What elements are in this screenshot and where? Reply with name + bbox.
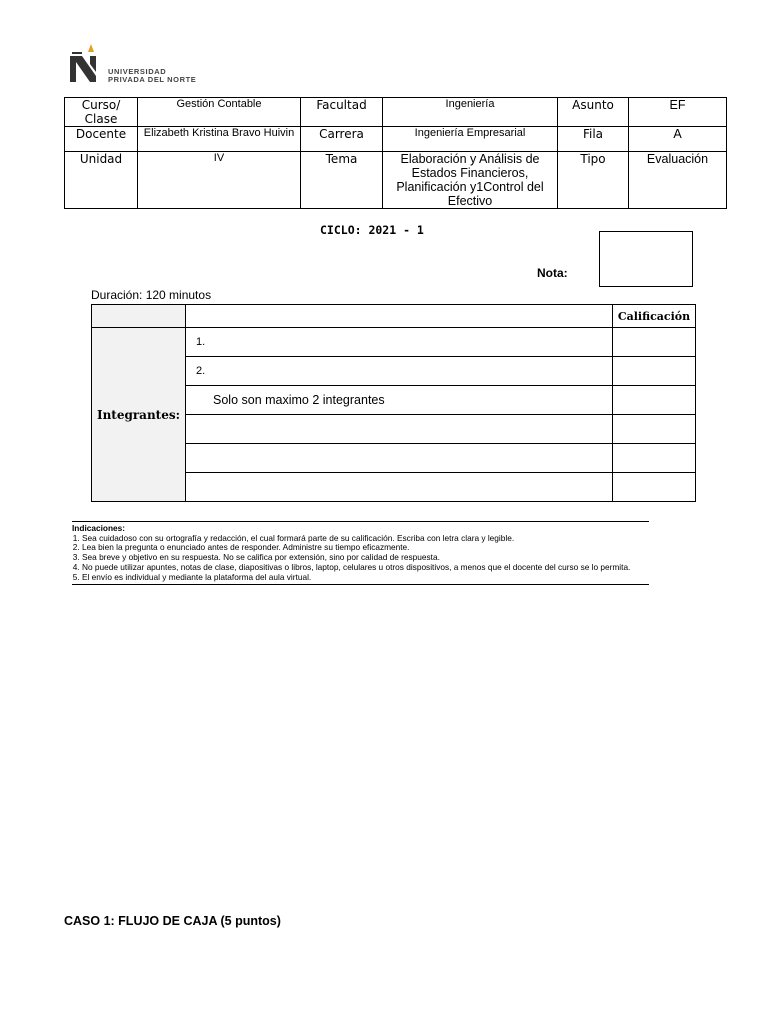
unidad-value: IV	[138, 152, 301, 209]
unidad-label: Unidad	[65, 152, 138, 209]
indicaciones-title: Indicaciones:	[72, 523, 126, 533]
calificacion-cell-3[interactable]	[613, 386, 696, 415]
logo-line-2: PRIVADA DEL NORTE	[108, 75, 197, 84]
integrantes-table	[91, 304, 696, 502]
indicacion-item: 5. El envío es individual y mediante la plataforma del aula virtual.	[82, 573, 649, 583]
indicacion-item: 3. Sea breve y objetivo en su respuesta. No se califica por extensión, sino por calidad de respuesta.	[82, 553, 649, 563]
curso-label: Curso/ Clase	[65, 98, 138, 127]
integrante-row-2[interactable]: 2.	[186, 357, 613, 386]
nota-label: Nota:	[537, 266, 568, 280]
integrante-row-1[interactable]: 1.	[186, 328, 613, 357]
tema-label: Tema	[301, 152, 383, 209]
facultad-label: Facultad	[301, 98, 383, 127]
tema-value: Elaboración y Análisis de Estados Financieros, Planificación y1Control del Efectivo	[383, 152, 558, 209]
fila-label: Fila	[558, 127, 629, 152]
header-blank-cell	[186, 305, 613, 328]
asunto-label: Asunto	[558, 98, 629, 127]
integrante-row-4[interactable]	[186, 415, 613, 444]
fila-value: A	[629, 127, 727, 152]
integrante-row-5[interactable]	[186, 444, 613, 473]
facultad-value: Ingeniería	[383, 98, 558, 127]
indicaciones-section	[72, 521, 649, 585]
nota-box[interactable]	[599, 231, 693, 287]
duracion-text: Duración: 120 minutos	[91, 288, 212, 302]
calificacion-cell-1[interactable]	[613, 328, 696, 357]
university-logo	[68, 42, 218, 86]
header-empty-cell	[92, 305, 186, 328]
calificacion-cell-6[interactable]	[613, 473, 696, 502]
tipo-value: Evaluación	[629, 152, 727, 209]
logo-line-1: UNIVERSIDAD	[108, 67, 167, 76]
carrera-label: Carrera	[301, 127, 383, 152]
caso-1-title: CASO 1: FLUJO DE CAJA (5 puntos)	[64, 914, 281, 928]
calificacion-cell-2[interactable]	[613, 357, 696, 386]
docente-label: Docente	[65, 127, 138, 152]
indicacion-item: 4. No puede utilizar apuntes, notas de clase, diapositivas o libros, laptop, celulares u otros dispositivos, a menos que el docente del curso se lo permita.	[82, 563, 649, 573]
integrantes-label: Integrantes:	[92, 328, 186, 502]
asunto-value: EF	[629, 98, 727, 127]
indicacion-item: 2. Lea bien la pregunta o enunciado antes de responder. Administre su tiempo eficazmente.	[82, 543, 649, 553]
course-info-table	[64, 97, 727, 209]
calificacion-cell-4[interactable]	[613, 415, 696, 444]
calificacion-cell-5[interactable]	[613, 444, 696, 473]
docente-value: Elizabeth Kristina Bravo Huivin	[138, 127, 301, 152]
tipo-label: Tipo	[558, 152, 629, 209]
indicaciones-list	[72, 534, 649, 583]
indicacion-item: 1. Sea cuidadoso con su ortografía y redacción, el cual formará parte de su calificación. Escriba con letra clara y legible.	[82, 534, 649, 544]
integrante-row-6[interactable]	[186, 473, 613, 502]
integrante-row-3[interactable]: Solo son maximo 2 integrantes	[186, 386, 613, 415]
upn-logo-icon	[68, 42, 108, 86]
ciclo-title: CICLO: 2021 - 1	[320, 223, 424, 237]
calificacion-header: Calificación	[613, 305, 696, 328]
curso-value: Gestión Contable	[138, 98, 301, 127]
carrera-value: Ingeniería Empresarial	[383, 127, 558, 152]
